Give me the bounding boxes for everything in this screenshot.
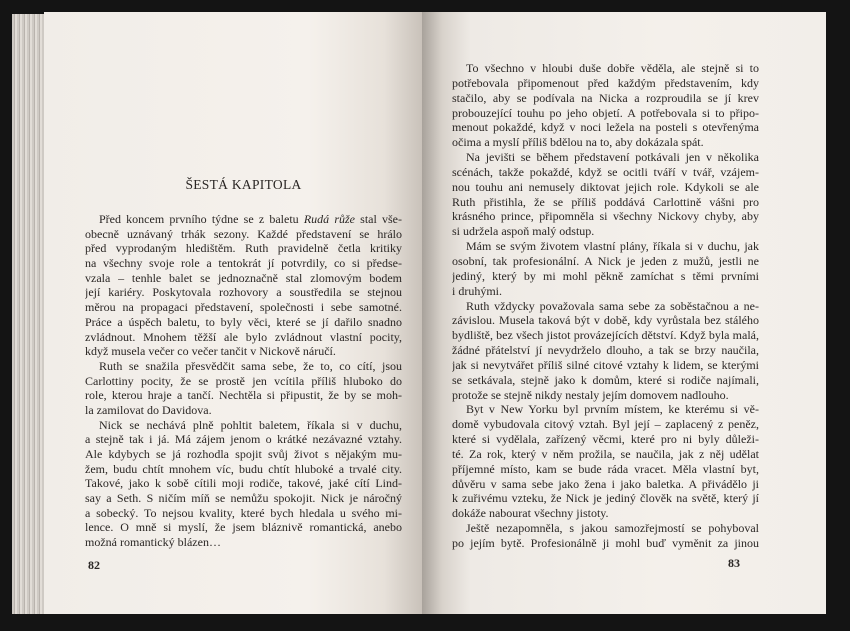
text-line: Práce a úspěch baletu, to byly věci, které se jí dařilo snadno: [85, 314, 402, 329]
text-line: role, kterou hraje a tančí. Nechtěla si připustit, že by se moh-: [85, 388, 402, 403]
text-line: Ruth se snažila přesvědčit sama sebe, že to, co cítí, jsou: [99, 358, 402, 373]
text-line: vzala – tenhle balet se jednoznačně stal zlomovým bodem: [85, 270, 402, 285]
text-line: domě vybudovala citový vztah. Byl její – zaplacený z peněz,: [452, 417, 759, 432]
text-line: po jejím bytě. Profesionálně ji mohl buď vyměnit za jinou: [452, 536, 759, 550]
paragraph: [452, 299, 759, 403]
text-line: obecně uznávaný trhák sezony. Každé představení se hrálo: [85, 226, 402, 241]
text-line: Ruth přistihla, že se příliš poddává Carlottině vášni pro: [452, 194, 759, 209]
text-line: osobní, tak profesionální. A Nick je jeden z mužů, jestli ne: [452, 253, 759, 268]
text-line: lence. O mně si myslí, že jsem bláznivě romantická, anebo: [85, 520, 402, 535]
text-line: té. Za rok, který v něm prožila, se naučila, jak z něj udělat: [452, 446, 759, 461]
text-line: potřebovala připomenout před každým představením, kdy: [452, 75, 759, 90]
text-line: bydliště, bez všech jistot provázejících dětství. Když byla malá,: [452, 328, 759, 343]
text-line: se setkávala, stejně jako k domům, které si rodiče najímali,: [452, 372, 759, 387]
text-line: žádné přátelství jí nevydrželo dlouho, a tak se brzy naučila,: [452, 343, 759, 358]
text-line: krásného prince, připomněla si všechny Nickovy chyby, aby: [452, 209, 759, 224]
text-segment: stal vše-: [355, 212, 402, 226]
text-line: před vyprodaným hledištěm. Ruth pravidelně četla kritiky: [85, 241, 402, 256]
page-number-right: 83: [728, 556, 740, 570]
text-line: stačilo, aby se podívala na Nicka a rozproudila se jí krev: [452, 90, 759, 105]
right-text-column: [452, 61, 759, 551]
left-text-column: [85, 212, 402, 550]
text-line: k zuřivému vzteku, že Nick je jediný člověk na světě, který jí: [452, 491, 759, 506]
text-line: dokáže nabourat všechny jistoty.: [452, 506, 609, 521]
text-line: když musela večer co večer tančit v Nickově náručí.: [85, 344, 336, 359]
text-line: Mám se svým životem vlastní plány, říkala si v duchu, jak: [466, 239, 759, 254]
text-line: scénách, takže pokaždé, když se ocitli tváří v tvář, vzájem-: [452, 164, 759, 179]
right-page: [422, 12, 826, 614]
text-line: zvládnout. Mnohem těžší ale bylo zvládnout vlastní pocity,: [85, 329, 402, 344]
paragraph: [85, 359, 402, 418]
text-line: probouzející touhu po jeho objetí. A potřebovala si to připo-: [452, 105, 759, 120]
text-line: důvěru v sama sebe jako žena i jako baletka. A přivádělo ji: [452, 476, 759, 491]
text-line: očima a myslí příliš bdělou na to, aby dokázala spát.: [452, 135, 704, 150]
chapter-title: ŠESTÁ KAPITOLA: [185, 177, 302, 192]
text-line: závislou. Musela taková být v době, kdy vyrůstala bez stálého: [452, 313, 759, 328]
text-line: které si vydělala, zařízený věcmi, které pro ni byly důleži-: [452, 432, 759, 447]
text-line: Carlottiny pocity, že se prostě jen vcítila příliš hluboko do: [85, 373, 402, 388]
text-line: Ruth vždycky považovala sama sebe za soběstačnou a ne-: [466, 298, 759, 313]
page-number-left: 82: [88, 558, 100, 572]
text-line: jediný, který by mi mohl pěkně zamíchat s těmi prvními: [452, 268, 759, 283]
text-line: Byt v New Yorku byl prvním místem, ke kterému si vě-: [466, 402, 759, 417]
text-line: Takové, jako k sobě cítili moji rodiče, takové, jaké cítí Lind-: [85, 476, 402, 491]
text-line: menout pokaždé, když v noci ležela na posteli s otevřenýma: [452, 120, 759, 135]
text-line: možná romantický blázen…: [85, 535, 221, 550]
text-line: nou touhu ani nemusely diktovat jejich role. Kdykoli se ale: [452, 179, 759, 194]
text-line: si udržela aspoň malý odstup.: [452, 224, 595, 239]
text-line: a stejně tak i já. Má zájem jenom o krátké nezávazné vztahy.: [85, 432, 402, 447]
text-line: příjemné místo, kam se bude ráda vracet. Měla vlastní byt,: [452, 461, 759, 476]
text-line: i druhými.: [452, 283, 502, 298]
text-segment: Před koncem prvního týdne se z baletu: [99, 212, 304, 226]
text-line: say a Seth. S ničím míň se nemůžu spokojit. Nick je náročný: [85, 491, 402, 506]
text-line: Ale kdybych se já rozhodla spojit svůj život s nějakým mu-: [85, 447, 402, 461]
text-line: Na jevišti se během představení potkávali jen v několika: [466, 150, 759, 165]
paragraph: [452, 61, 759, 150]
text-line: To všechno v hloubi duše dobře věděla, ale stejně si to: [466, 61, 759, 75]
italic-title: Rudá růže: [303, 212, 355, 226]
paragraph: [85, 418, 402, 550]
paragraph: [452, 239, 759, 298]
text-line: její kariéry. Poskytovala rozhovory a soustředila se stejnou: [85, 285, 402, 300]
text-line: Ještě nezapomněla, s jakou samozřejmostí se pohyboval: [466, 521, 759, 536]
paragraph: [452, 150, 759, 239]
text-line: Nick se nechává plně pohltit baletem, říkala si v duchu,: [99, 417, 402, 432]
paragraph: [452, 402, 759, 521]
text-line: žem, budu chtít mnohem víc, budu chtít hluboké a trvalé city.: [85, 461, 402, 476]
paragraph: [452, 521, 759, 551]
text-line: měrou na propagaci představení, společnosti i sebe samotné.: [85, 300, 402, 315]
text-line: jak si nevytvářet příliš silné citové vztahy k lidem, se kterými: [452, 357, 759, 372]
text-line: la zamilovat do Davidova.: [85, 402, 212, 417]
text-line: [85, 212, 402, 227]
paragraph: [85, 212, 402, 359]
text-line: na všechny svoje role a tentokrát jí potvrdily, co si předse-: [85, 256, 402, 271]
text-line: a sobecký. To nejsou kvality, které bych hledala u svého mi-: [85, 505, 402, 520]
left-page: [44, 12, 422, 614]
text-line: protože se stejně nikdy nestaly jejím domovem nadlouho.: [452, 387, 729, 402]
